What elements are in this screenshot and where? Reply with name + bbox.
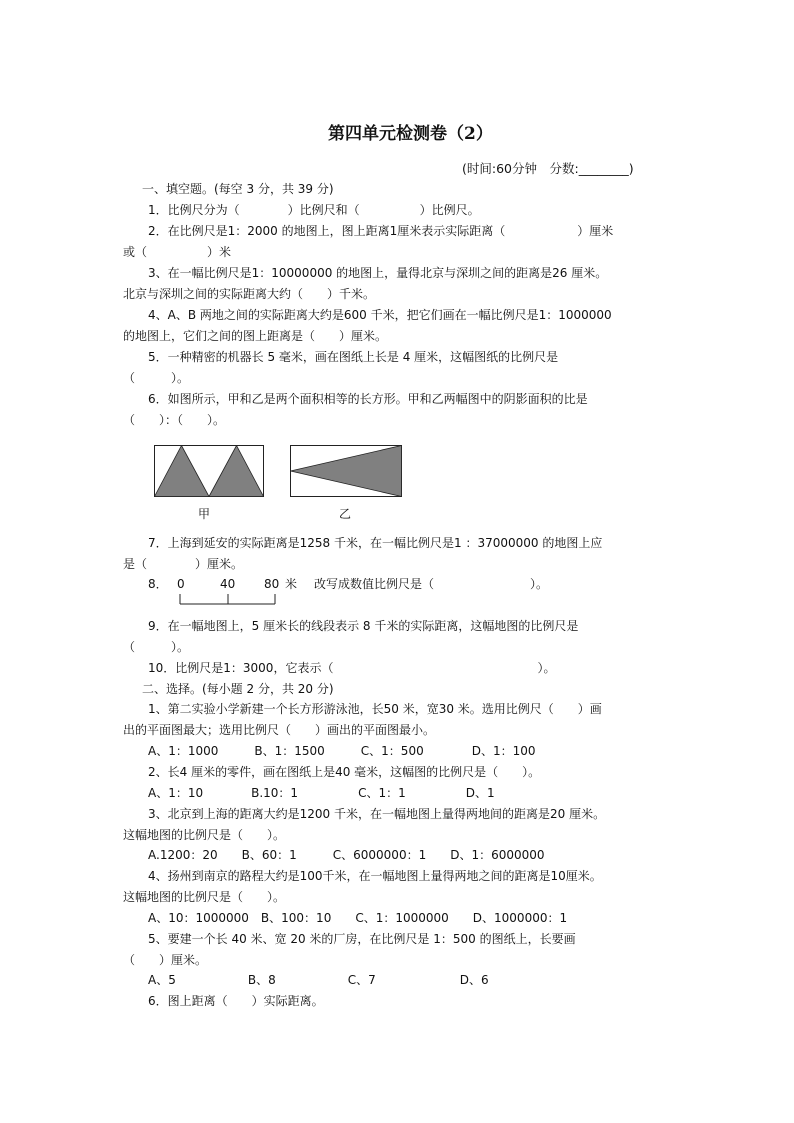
question-line: 9．在一幅地图上，5 厘米长的线段表示 8 千米的实际距离，这幅地图的比例尺是 (148, 619, 579, 633)
figure-jia (154, 445, 265, 498)
option-line: A.1200：20 B、60：1 C、6000000：1 D、1：6000000 (148, 848, 545, 862)
scale-label-0: 0 (177, 577, 185, 591)
question-line: 1、第二实验小学新建一个长方形游泳池，长50 米，宽30 米。选用比例尺（ ）画 (148, 702, 602, 716)
option-line: A、1：10 B.10：1 C、1：1 D、1 (148, 786, 495, 800)
question-line: 北京与深圳之间的实际距离大约（ ）千米。 (123, 287, 376, 301)
question-line: （ ）。 (123, 371, 190, 385)
figure-label-yi: 乙 (339, 507, 352, 521)
question-line: 7．上海到延安的实际距离是1258 千米，在一幅比例尺是1 ：37000000 的地图上应 (148, 536, 603, 550)
question-line: 4、A、B 两地之间的实际距离大约是600 千米，把它们画在一幅比例尺是1：1000000 (148, 308, 612, 322)
question-line: 6．图上距离（ ）实际距离。 (148, 994, 324, 1008)
question-line: 2．在比例尺是1：2000 的地图上，图上距离1厘米表示实际距离（ ）厘米 (148, 224, 614, 238)
question-line: 是（ ）厘米。 (123, 557, 244, 571)
section-1-heading: 一、填空题。(每空 3 分，共 39 分) (142, 182, 334, 196)
section-2-heading: 二、选择。(每小题 2 分，共 20 分) (142, 682, 334, 696)
question-line: 3、北京到上海的距离大约是1200 千米，在一幅地图上量得两地间的距离是20 厘米。 (148, 807, 606, 821)
question-line: 6．如图所示，甲和乙是两个面积相等的长方形。甲和乙两幅图中的阴影面积的比是 (148, 392, 588, 406)
line-scale (178, 593, 280, 605)
question-line: 出的平面图最大；选用比例尺（ ）画出的平面图最小。 (123, 723, 436, 737)
question-line: 5、要建一个长 40 米、宽 20 米的厂房，在比例尺是 1：500 的图纸上，长要画 (148, 932, 576, 946)
question-line: 5．一种精密的机器长 5 毫米，画在图纸上长是 4 厘米，这幅图纸的比例尺是 (148, 350, 559, 364)
scale-label-80: 80 (264, 577, 280, 591)
scale-label-40: 40 (220, 577, 236, 591)
question-line: 1．比例尺分为（ ）比例尺和（ ）比例尺。 (148, 203, 480, 217)
option-line: A、10：1000000 B、100：10 C、1：1000000 D、1000000：1 (148, 911, 568, 925)
question-line: 这幅地图的比例尺是（ ）。 (123, 890, 286, 904)
q8-text: 改写成数值比例尺是（ ）。 (314, 577, 549, 591)
question-line: 10．比例尺是1：3000，它表示（ ）。 (148, 661, 556, 675)
option-line: A、1：1000 B、1：1500 C、1：500 D、1：100 (148, 744, 536, 758)
q8-number: 8． (148, 577, 168, 591)
scale-unit: 米 (285, 577, 298, 591)
question-line: （ ）：（ ）。 (123, 413, 226, 427)
question-line: 这幅地图的比例尺是（ ）。 (123, 828, 286, 842)
figure-label-jia: 甲 (198, 507, 211, 521)
question-line: 2、长4 厘米的零件，画在图纸上是40 毫米，这幅图的比例尺是（ ）。 (148, 765, 541, 779)
question-line: （ ）厘米。 (123, 953, 208, 967)
question-line: 3、在一幅比例尺是1：10000000 的地图上，量得北京与深圳之间的距离是26 厘米。 (148, 266, 608, 280)
option-line: A、5 B、8 C、7 D、6 (148, 973, 489, 987)
figure-yi (290, 445, 403, 498)
question-line: （ ）。 (123, 640, 190, 654)
question-line: 的地图上，它们之间的图上距离是（ ）厘米。 (123, 329, 388, 343)
page-title: 第四单元检测卷（2） (328, 124, 493, 144)
exam-meta: (时间:60分钟 分数:________) (462, 161, 634, 176)
question-line: 4、扬州到南京的路程大约是100千米，在一幅地图上量得两地之间的距离是10厘米。 (148, 869, 602, 883)
question-line: 或（ ）米 (123, 245, 232, 259)
